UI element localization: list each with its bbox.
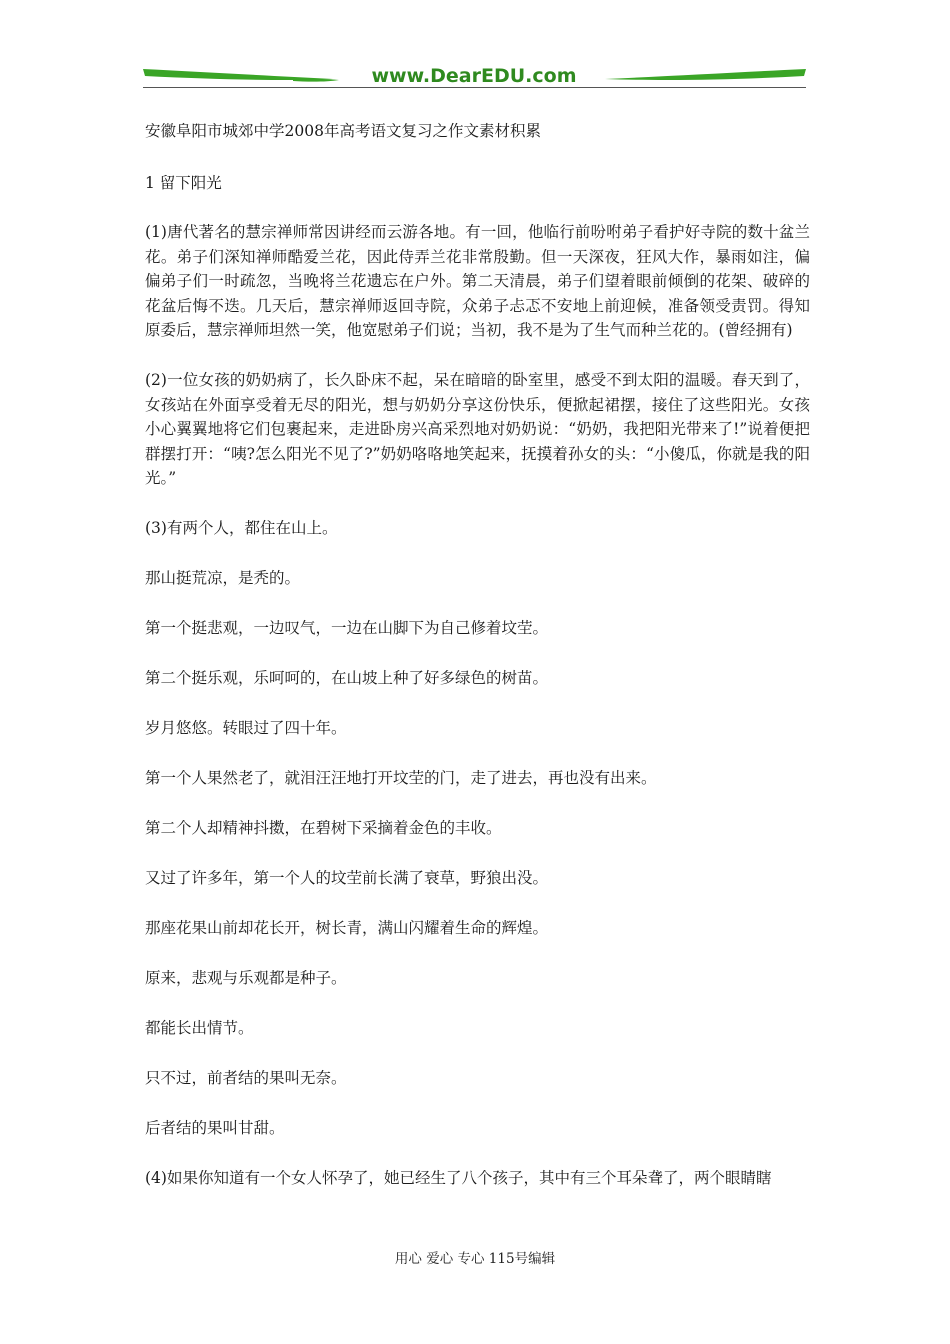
document-title: 安徽阜阳市城郊中学2008年高考语文复习之作文素材积累 (145, 122, 541, 140)
body-paragraph: 都能长出情节。 (145, 1019, 254, 1037)
section-heading: 1 留下阳光 (145, 173, 222, 192)
body-paragraph: (3)有两个人，都住在山上。 (145, 519, 338, 537)
body-paragraph: (2)一位女孩的奶奶病了，长久卧床不起，呆在暗暗的卧室里，感受不到太阳的温暖。春天到了，女孩站在外面享受着无尽的阳光，想与奶奶分享这份快乐，便掀起裙摆，接住了这些阳光。女孩小心翼翼地将它们包裹起来，走进卧房兴高采烈地对奶奶说：“奶奶，我把阳光带来了!”说着便把群摆打开：“咦?怎么阳光不见了?”奶奶咯咯地笑起来，抚摸着孙女的头：“小傻瓜，你就是我的阳光。” (145, 371, 810, 487)
paragraph-list (145, 220, 810, 1191)
deareduc-logo (143, 60, 806, 96)
body-paragraph: 第二个人却精神抖擞，在碧树下采摘着金色的丰收。 (145, 819, 502, 837)
body-paragraph: 又过了许多年，第一个人的坟茔前长满了衰草，野狼出没。 (145, 869, 549, 887)
body-paragraph: 第一个人果然老了，就泪汪汪地打开坟茔的门，走了进去，再也没有出来。 (145, 769, 657, 787)
right-swoosh-decoration (605, 69, 806, 80)
body-paragraph: 那座花果山前却花长开，树长青，满山闪耀着生命的辉煌。 (145, 919, 549, 937)
body-paragraph: 只不过，前者结的果叫无奈。 (145, 1069, 347, 1087)
left-swoosh-decoration (143, 69, 333, 80)
body-paragraph: 岁月悠悠。转眼过了四十年。 (145, 719, 347, 737)
page-footer: 用心 爱心 专心 115号编辑 (394, 1251, 556, 1267)
body-paragraph: 那山挺荒凉，是秃的。 (145, 569, 301, 587)
document-body (145, 119, 810, 1216)
body-paragraph: 第一个挺悲观，一边叹气，一边在山脚下为自己修着坟茔。 (145, 619, 549, 637)
body-paragraph: (4)如果你知道有一个女人怀孕了，她已经生了八个孩子，其中有三个耳朵聋了，两个眼睛瞎 (145, 1169, 772, 1187)
site-header-banner (143, 60, 806, 96)
body-paragraph: (1)唐代著名的慧宗禅师常因讲经而云游各地。有一回，他临行前吩咐弟子看护好寺院的数十盆兰花。弟子们深知禅师酷爱兰花，因此侍弄兰花非常殷勤。但一天深夜，狂风大作，暴雨如注，偏偏弟子们一时疏忽，当晚将兰花遗忘在户外。第二天清晨，弟子们望着眼前倾倒的花架、破碎的花盆后悔不迭。几天后，慧宗禅师返回寺院，众弟子忐忑不安地上前迎候，准备领受责罚。得知原委后，慧宗禅师坦然一笑，他宽慰弟子们说；当初，我不是为了生气而种兰花的。(曾经拥有) (145, 223, 810, 339)
body-paragraph: 后者结的果叫甘甜。 (145, 1119, 285, 1137)
body-paragraph: 第二个挺乐观，乐呵呵的，在山坡上种了好多绿色的树苗。 (145, 669, 549, 687)
body-paragraph: 原来，悲观与乐观都是种子。 (145, 969, 347, 987)
logo-text: www.DearEDU.com (371, 65, 577, 87)
